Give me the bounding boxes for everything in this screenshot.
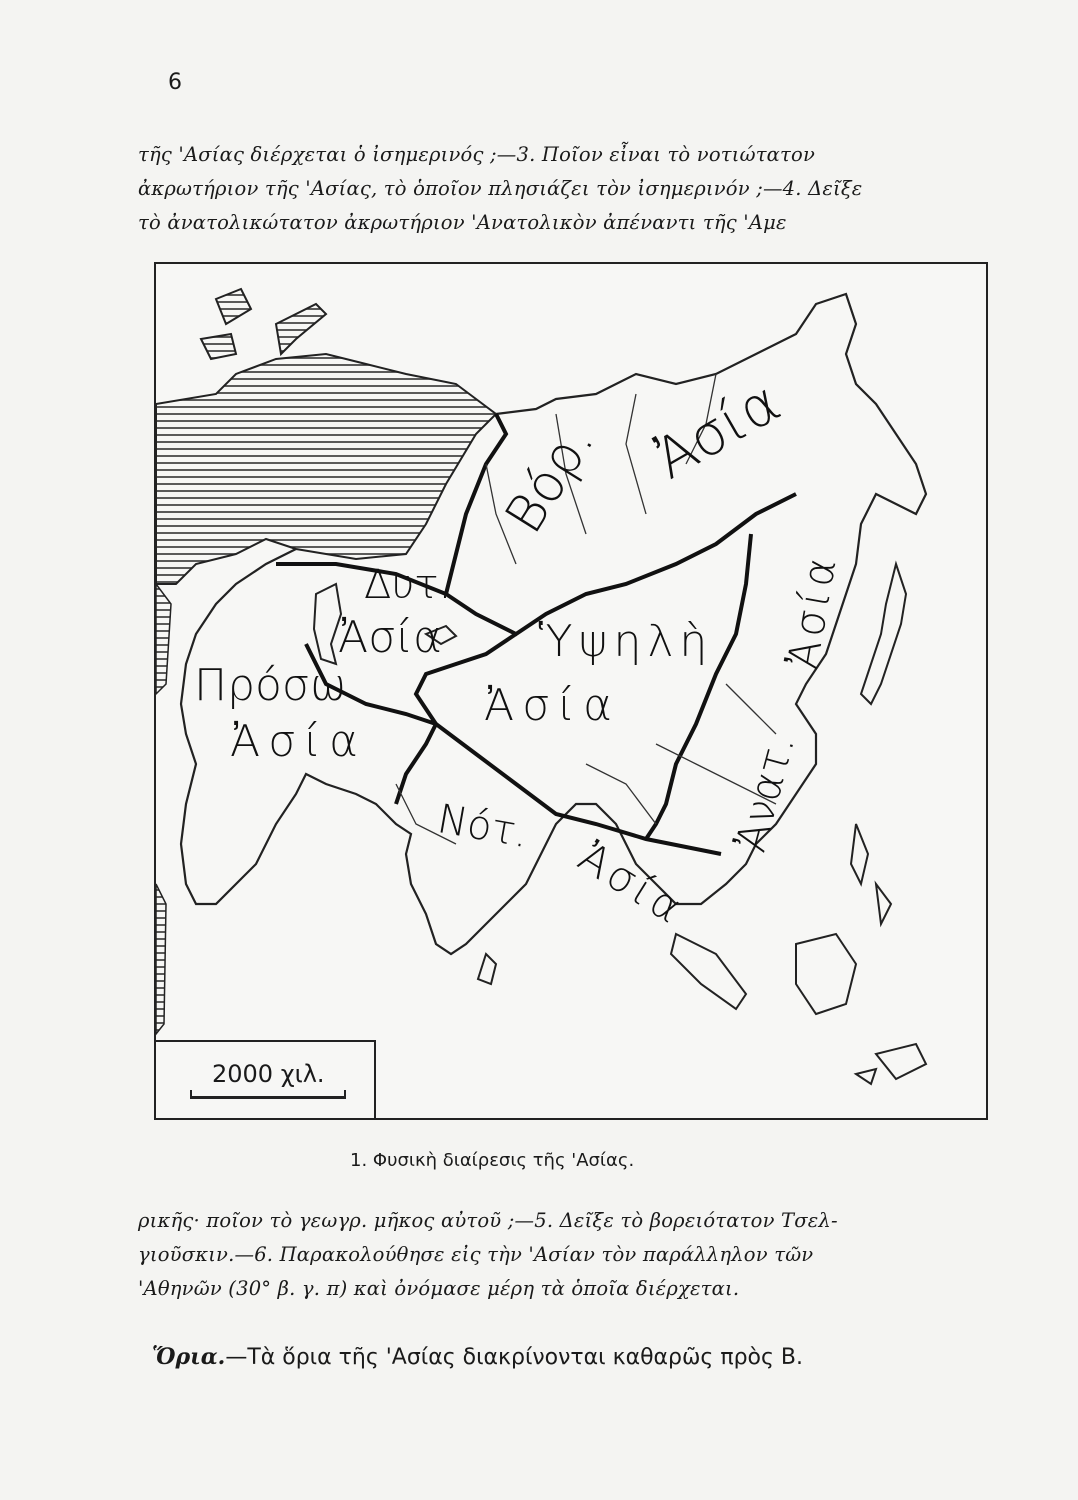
section-heading: Ὅρια. [152,1344,226,1370]
label-prosw: Πρόσω [194,660,347,711]
label-ypsili-asia: Ἀσία [484,680,621,731]
scale-legend [156,1040,376,1118]
river [726,684,776,734]
sri-lanka-island [478,954,496,984]
page-number: 6 [168,70,182,95]
label-anat-asia: Ἀσία [778,550,847,673]
text-line: τῆς 'Ασίας διέρχεται ὁ ἰσημερινός ;—3. Ποῖον εἶναι τὸ νοτιώτατον [138,143,816,166]
river [626,394,646,514]
text-line: 'Αθηνῶν (30° β. γ. π) καὶ ὀνόμασε μέρη τὰ ὁποῖα διέρχεται. [138,1277,740,1300]
japan-islands [861,564,906,704]
top-paragraph [138,138,984,240]
new-guinea-island [856,1044,926,1084]
label-dyt-asia: Ἀσία [338,612,443,663]
novaya-zemlya-island [276,304,326,354]
europe-west-hatched-strip [156,584,171,1034]
europe-hatched-area [156,354,496,584]
figure-caption: 1. Φυσικὴ διαίρεσις τῆς 'Ασίας. [350,1150,635,1171]
label-ypsili: Ὑψηλὴ [538,616,714,667]
label-not-asia: Ἀσία [570,832,694,935]
label-prosw-asia: Ἀσία [230,716,367,767]
text-line: τὸ ἀνατολικώτατον ἀκρωτήριον 'Ανατολικὸν ἀπέναντι τῆς 'Αμε [138,211,787,234]
label-anat: Ἀνατ. [726,729,805,857]
text-line: γιοῦσκιν.—6. Παρακολούθησε εἰς τὴν 'Ασίαν τὸν παράλληλον τῶν [138,1243,814,1266]
philippines-islands [851,824,891,924]
asia-map [154,262,988,1120]
river [586,764,656,824]
sumatra-island [671,934,746,1009]
section-text: —Τὰ ὅρια τῆς 'Ασίας διακρίνονται καθαρῶς πρὸς Β. [225,1345,803,1370]
region-border [396,724,436,804]
label-not: Νότ. [434,796,532,858]
svalbard-island [201,289,251,359]
text-line: ρικῆς· ποῖον τὸ γεωγρ. μῆκος αὐτοῦ ;—5. Δεῖξε τὸ βορειότατον Τσελ- [138,1209,838,1232]
label-dyt: Δυτ. [364,562,452,608]
region-border [646,534,751,839]
borneo-island [796,934,856,1014]
bottom-paragraph [138,1204,984,1306]
text-line: ἀκρωτήριον τῆς 'Ασίας, τὸ ὁποῖον πλησιάζει τὸν ἰσημερινόν ;—4. Δεῖξε [138,177,863,200]
scale-bar [190,1096,346,1099]
label-vor: Βόρ. [494,414,607,544]
caspian-sea [314,584,341,664]
boundaries-paragraph [152,1344,803,1370]
label-vor-asia: Ἀσία [644,369,792,493]
scale-label: 2000 χιλ. [212,1060,325,1088]
